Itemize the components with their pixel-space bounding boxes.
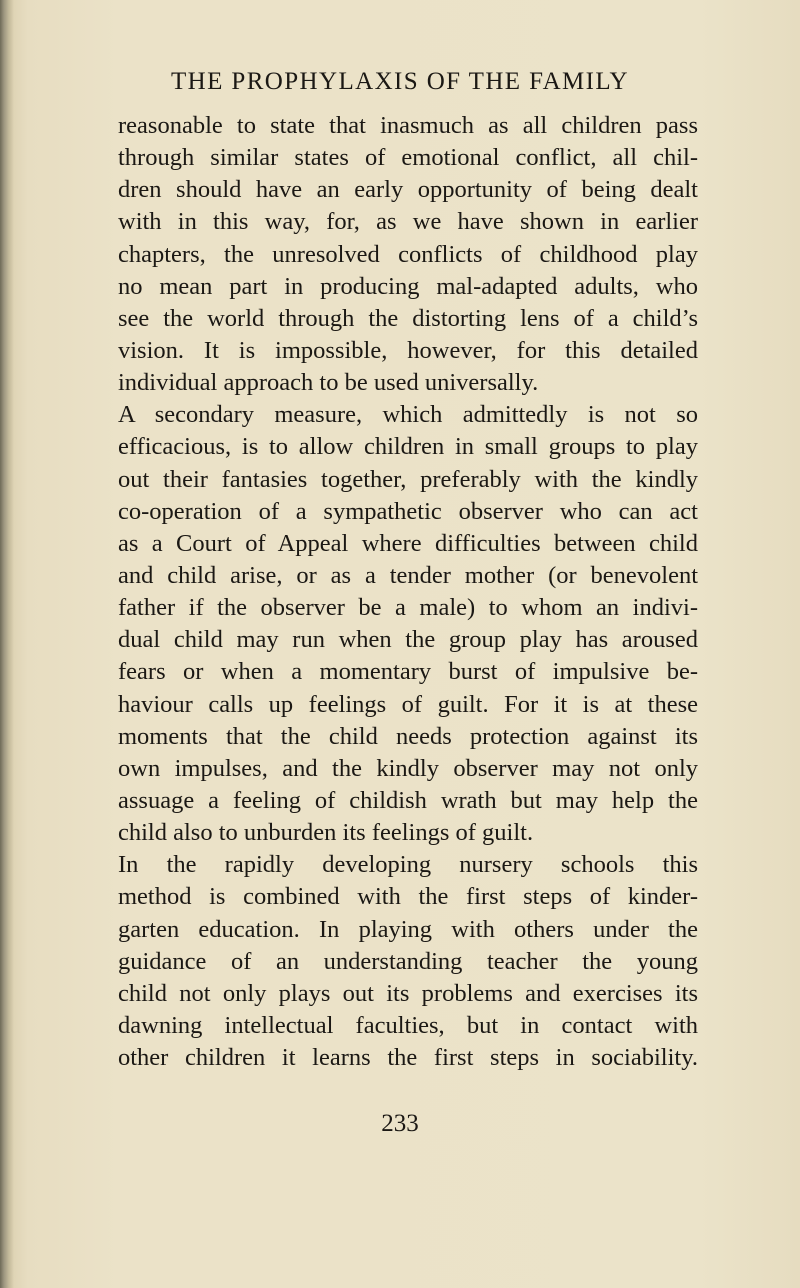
page-number: 233 (381, 1110, 419, 1137)
text-line: no mean part in producing mal-adapted adults, who (118, 272, 698, 300)
text-line: garten education. In playing with others under the (118, 915, 698, 943)
text-line: moments that the child needs protection against its (118, 722, 698, 750)
paragraph-start-line: In the rapidly developing nursery schools this (118, 851, 698, 879)
paragraph-start-line: A secondary measure, which admittedly is not so (118, 401, 698, 429)
text-line: vision. It is impossible, however, for this detailed (118, 336, 698, 364)
text-line: as a Court of Appeal where difficulties between child (118, 529, 698, 557)
text-line: assuage a feeling of childish wrath but may help the (118, 786, 698, 814)
body-text (118, 110, 698, 1074)
binding-shadow (0, 0, 14, 1288)
text-line: with in this way, for, as we have shown in earlier (118, 208, 698, 236)
text-line: other children it learns the first steps in sociability. (118, 1044, 698, 1072)
text-line: fears or when a momentary burst of impulsive be- (118, 658, 698, 686)
text-line: reasonable to state that inasmuch as all children pass (118, 112, 698, 139)
running-head: THE PROPHYLAXIS OF THE FAMILY (170, 68, 630, 95)
text-line: out their fantasies together, preferably with the kindly (118, 465, 698, 493)
text-line: guidance of an understanding teacher the young (118, 947, 698, 975)
text-line: efficacious, is to allow children in small groups to play (118, 433, 698, 461)
text-line: dual child may run when the group play has aroused (118, 626, 698, 654)
text-line: chapters, the unresolved conflicts of childhood play (118, 240, 698, 268)
text-line: child also to unburden its feelings of guilt. (118, 819, 534, 847)
text-line: individual approach to be used universally. (118, 369, 539, 397)
text-line: child not only plays out its problems and exercises its (118, 979, 698, 1007)
text-line: and child arise, or as a tender mother (or benevolent (118, 561, 698, 589)
text-line: co-operation of a sympathetic observer who can act (118, 497, 698, 525)
text-line: haviour calls up feelings of guilt. For it is at these (118, 690, 698, 718)
text-line: through similar states of emotional conflict, all chil- (118, 144, 698, 172)
text-line: own impulses, and the kindly observer may not only (118, 754, 698, 782)
text-line: see the world through the distorting lens of a child’s (118, 304, 698, 332)
text-line: dren should have an early opportunity of being dealt (118, 176, 698, 204)
text-line: father if the observer be a male) to whom an indivi- (118, 594, 698, 622)
text-line: method is combined with the first steps of kinder- (118, 883, 698, 911)
text-line: dawning intellectual faculties, but in contact with (118, 1011, 698, 1039)
